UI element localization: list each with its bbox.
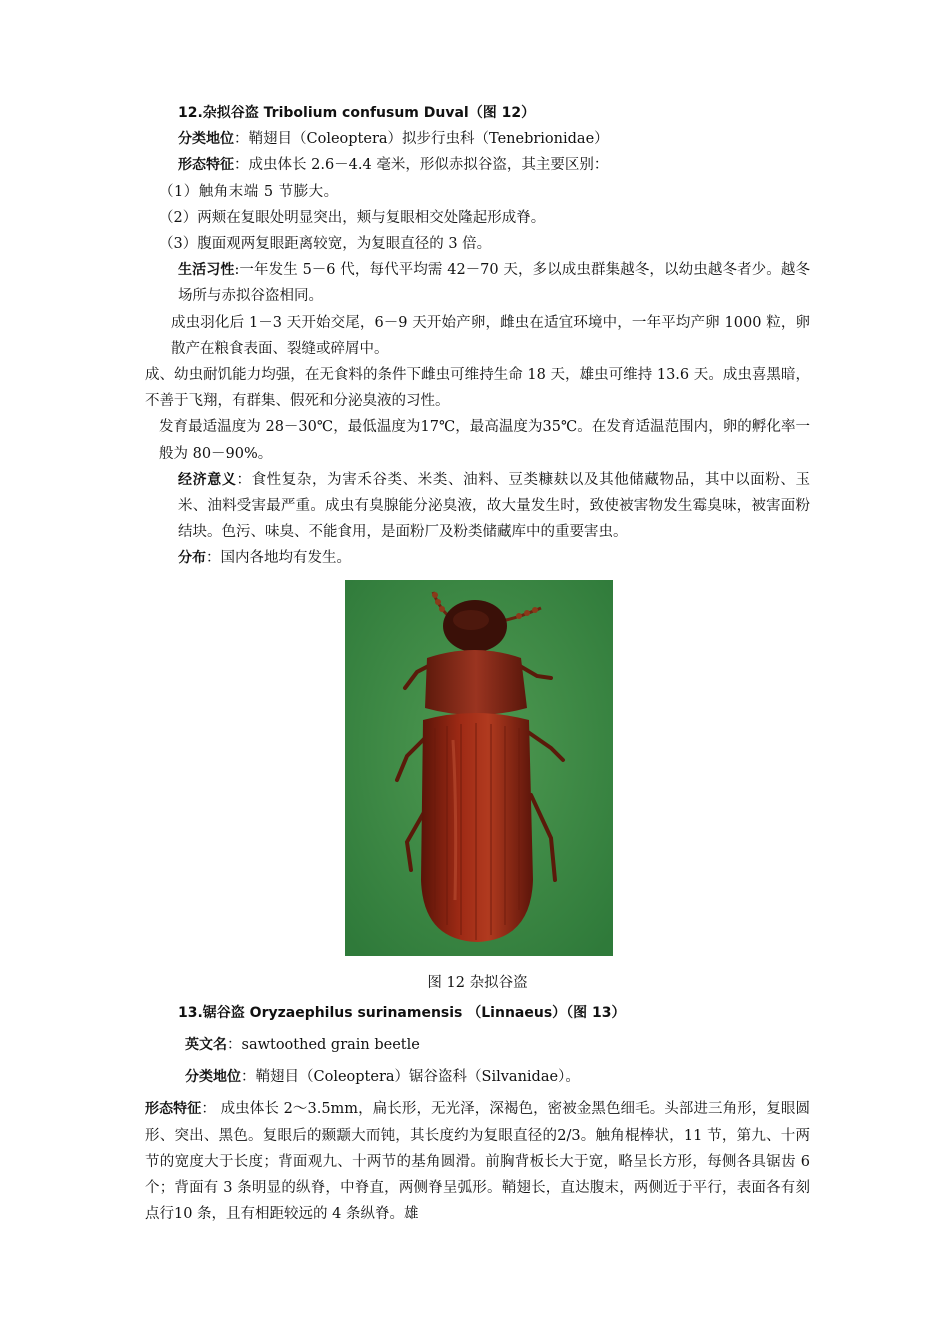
section-12-title: 12.杂拟谷盗 Tribolium confusum Duval（图 12） <box>178 105 536 121</box>
beetle-photo <box>345 580 613 956</box>
sec13-english-name <box>145 1032 810 1058</box>
section-13-title: 13.锯谷盗 Oryzaephilus surinamensis （Linnaeus）（图 13） <box>178 1004 626 1021</box>
habits-label: 生活习性 <box>178 262 235 279</box>
classification-label: 分类地位 <box>178 131 234 148</box>
sec13-classification <box>145 1064 810 1090</box>
english-name-text: ：sawtoothed grain beetle <box>227 1037 420 1054</box>
classification-text: ：鞘翅目（Coleoptera）拟步行虫科（Tenebrionidae） <box>234 131 609 148</box>
morphology-label: 形态特征 <box>178 157 234 174</box>
figure-12-caption: 图 12 杂拟谷盗 <box>427 974 528 991</box>
habits-paragraph-3: 成、幼虫耐饥能力均强，在无食料的条件下雌虫可维持生命 18 天，雄虫可维持 13.6 天。成虫喜黑暗，不善于飞翔，有群集、假死和分泌臭液的习性。 <box>145 367 810 410</box>
habits-paragraph-4: 发育最适温度为 28－30℃，最低温度为17℃，最高温度为35℃。在发育适温范围内，卵的孵化率一般为 80－90%。 <box>159 419 810 462</box>
economic-text: ：食性复杂，为害禾谷类、米类、油料、豆类糠麸以及其他储藏物品，其中以面粉、玉米、油料受害最严重。成虫有臭腺能分泌臭液，故大量发生时，致使被害物发生霉臭味，被害面粉结块。色污、味臭、不能食用，是面粉厂及粉类储藏库中的重要害虫。 <box>178 471 811 541</box>
sec12-classification <box>145 126 810 152</box>
classification-text: ：鞘翅目（Coleoptera）锯谷盗科（Silvanidae）。 <box>241 1069 580 1086</box>
sec13-morphology <box>145 1096 810 1227</box>
sec12-distribution <box>145 545 810 571</box>
habits-text: :一年发生 5－6 代，每代平均需 42－70 天，多以成虫群集越冬，以幼虫越冬者少。越冬场所与赤拟谷盗相同。 <box>178 262 811 305</box>
document-page <box>145 100 810 1227</box>
sec12-economic <box>145 467 810 546</box>
morphology-text: ：成虫体长 2.6－4.4 毫米，形似赤拟谷盗，其主要区别： <box>234 157 609 174</box>
economic-label: 经济意义 <box>178 471 237 488</box>
difference-1: （1）触角末端 5 节膨大。 <box>159 183 339 200</box>
morphology-text: ： 成虫体长 2～3.5mm，扁长形，无光泽，深褐色，密被金黑色细毛。头部进三角形，复眼圆形、突出、黑色。复眼后的颞颥大而钝，其长度约为复眼直径的2/3。触角棍棒状，11 节，第九、十两节的宽度大于长度；背面观九、十两节的基角圆滑。前胸背板长大于宽，略呈长方形，每侧各具锯齿 6 个；背面有 3 条明显的纵脊，中脊直，两侧脊呈弧形。鞘翅长，直达腹末，两侧近于平行，表面各有刻点行10 条，且有相距较远的 4 条纵脊。雄 <box>145 1101 811 1223</box>
habits-paragraph-2: 成虫羽化后 1－3 天开始交尾，6－9 天开始产卵，雌虫在适宜环境中，一年平均产卵 1000 粒，卵散产在粮食表面、裂缝或碎屑中。 <box>171 314 810 357</box>
beetle-illustration <box>345 580 613 956</box>
distribution-text: ：国内各地均有发生。 <box>206 550 351 567</box>
classification-label: 分类地位 <box>185 1069 241 1086</box>
distribution-label: 分布 <box>178 550 206 567</box>
morphology-label: 形态特征 <box>145 1101 202 1118</box>
difference-3: （3）腹面观两复眼距离较宽，为复眼直径的 3 倍。 <box>159 236 492 253</box>
difference-2: （2）两颊在复眼处明显突出，颊与复眼相交处隆起形成脊。 <box>159 209 546 226</box>
sec12-morphology <box>145 152 810 178</box>
english-name-label: 英文名 <box>185 1037 227 1054</box>
sec12-habits <box>145 257 810 309</box>
